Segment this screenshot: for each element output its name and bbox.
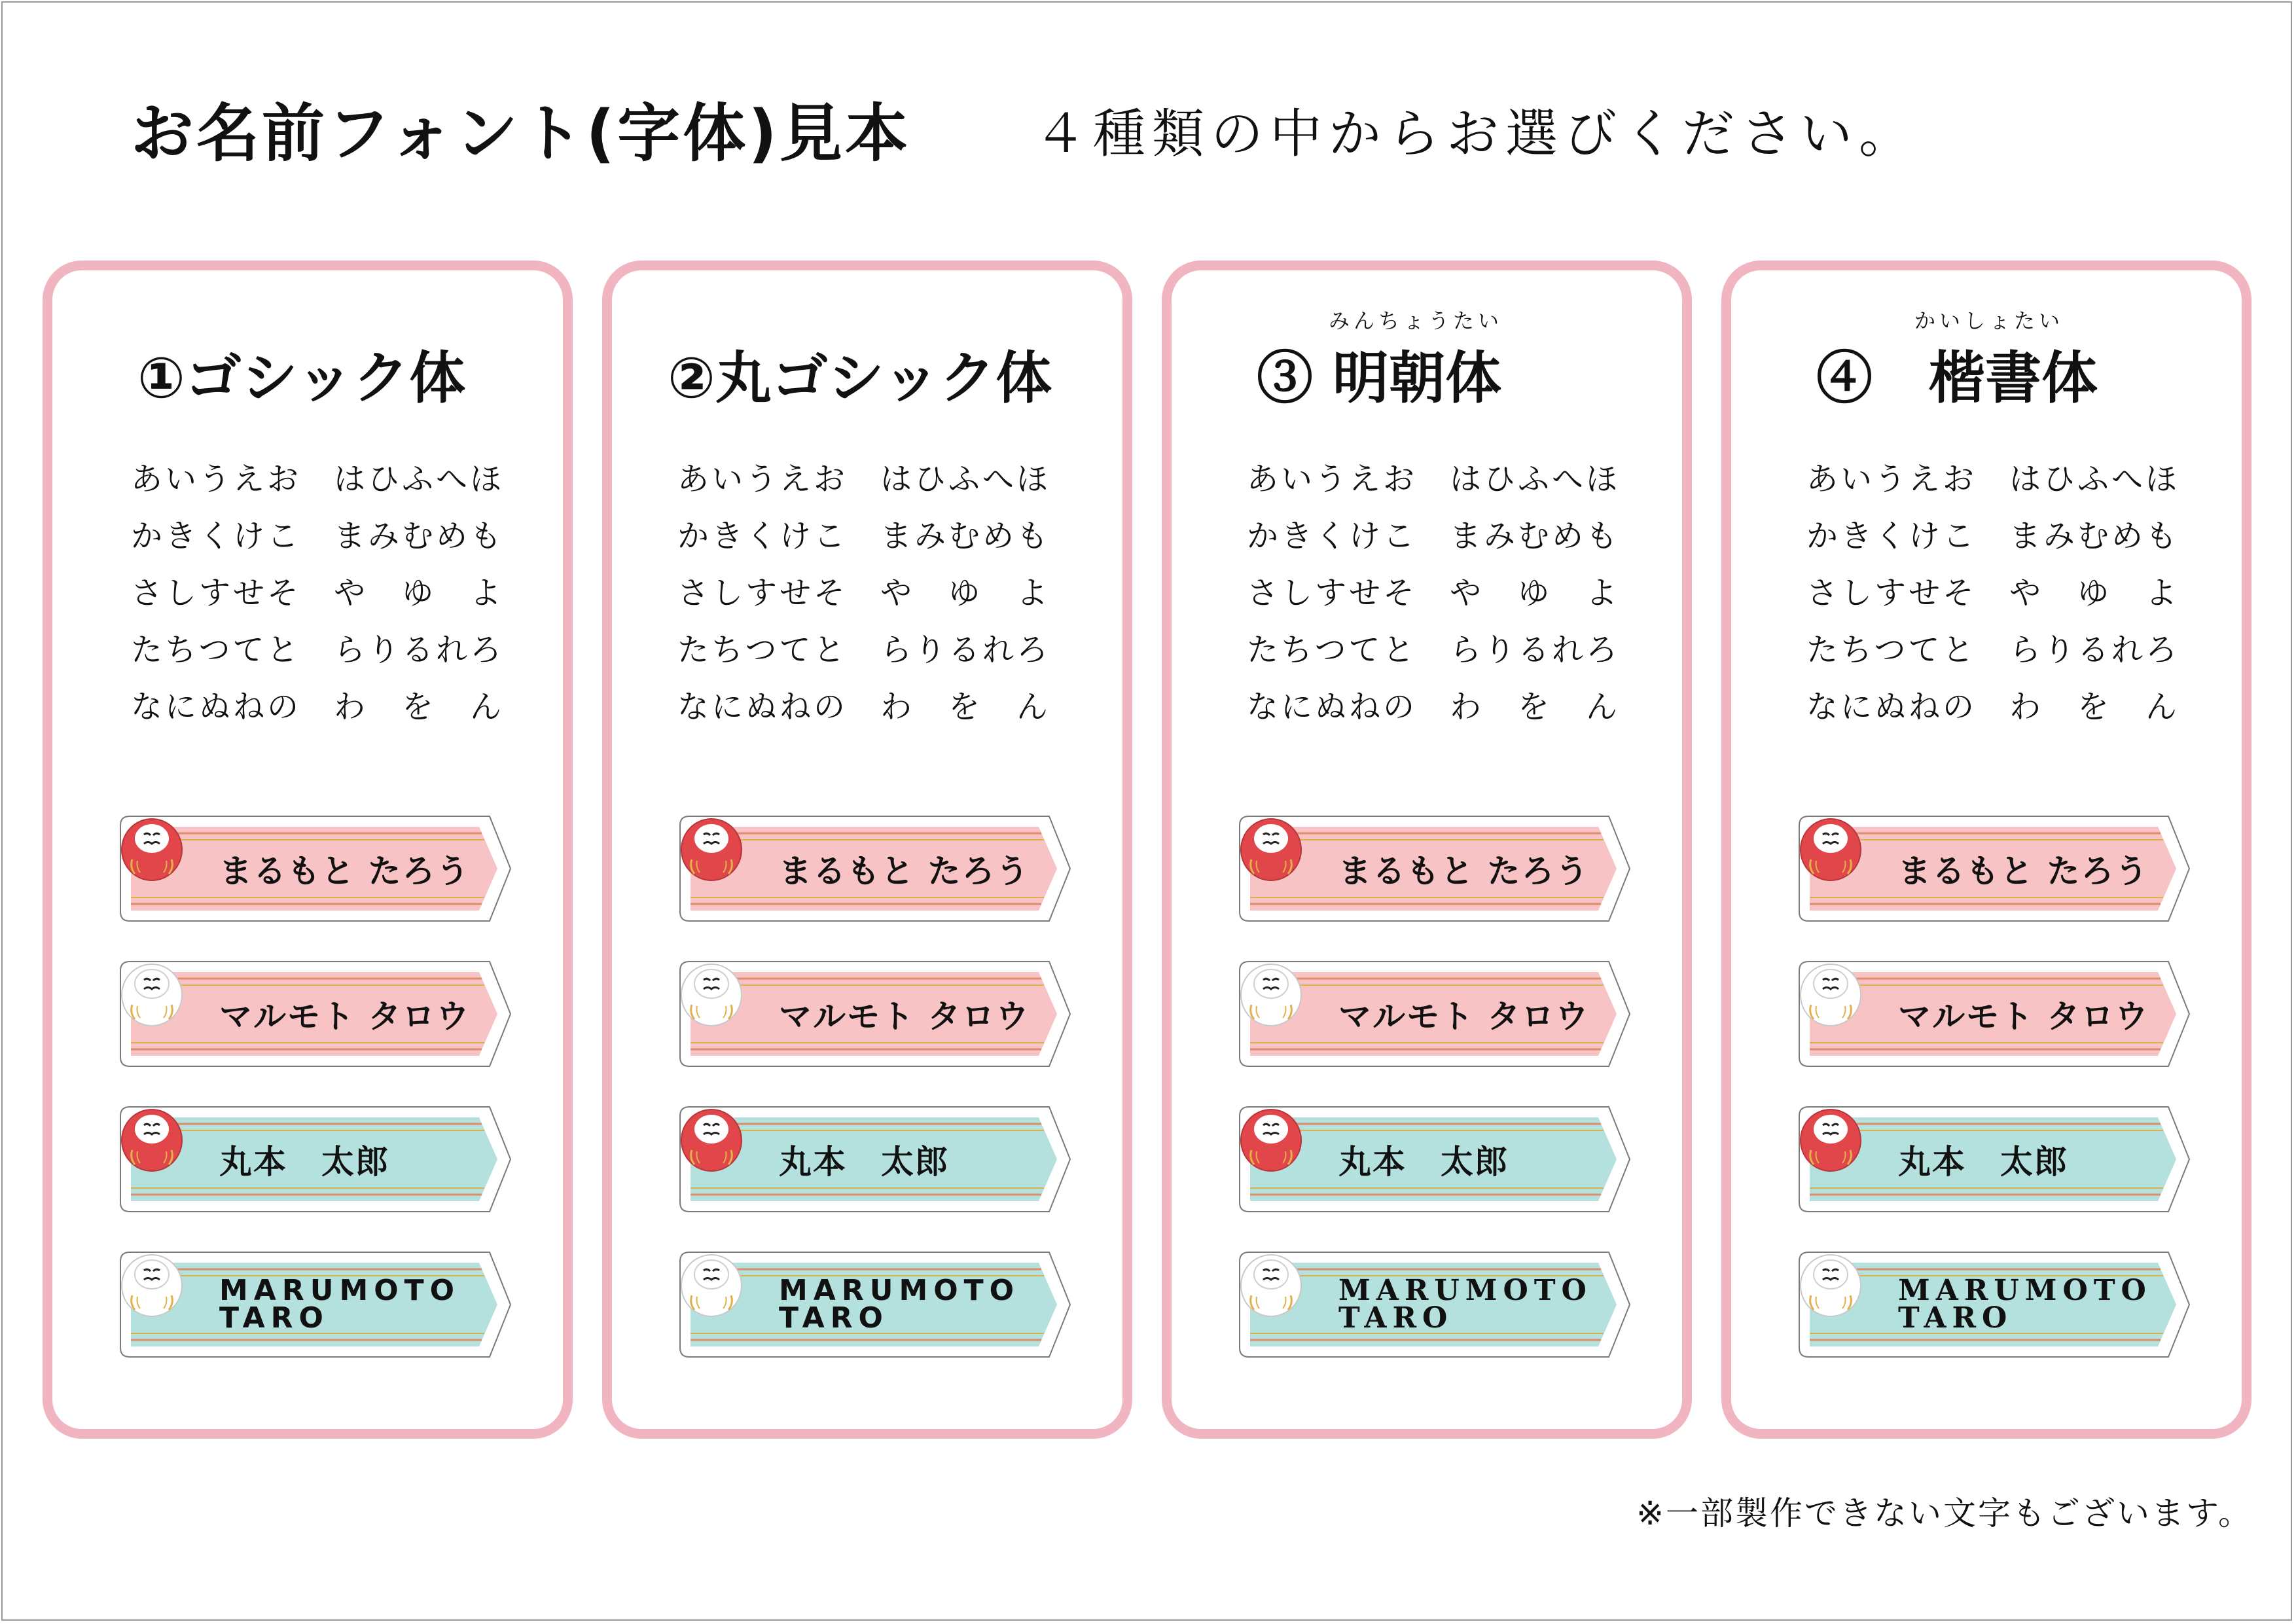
kana-sample-row: や ゆ よ	[1450, 575, 1621, 611]
daruma-icon	[1797, 959, 1865, 1027]
name-sticker	[1237, 959, 1633, 1069]
daruma-icon	[677, 959, 745, 1027]
kana-sample-row: まみむめも	[2009, 518, 2180, 554]
kana-sample-row: や ゆ よ	[880, 575, 1051, 611]
name-sticker	[1797, 814, 2193, 924]
sticker-label: マルモト タロウ	[1898, 997, 2149, 1036]
daruma-icon	[118, 814, 186, 882]
kana-sample-row: らりるれろ	[2009, 632, 2180, 668]
daruma-icon	[1797, 1104, 1865, 1172]
kana-sample-row: たちつてと	[1247, 632, 1417, 668]
name-sticker	[677, 814, 1073, 924]
sticker-label: マルモト タロウ	[219, 998, 471, 1036]
kana-sample-row: はひふへほ	[1450, 461, 1621, 497]
daruma-icon	[118, 1104, 186, 1172]
name-sticker	[1237, 1104, 1633, 1214]
kana-sample-row: なにぬねの	[131, 689, 302, 725]
name-sticker	[118, 1250, 514, 1360]
kana-sample-row: かきくけこ	[1806, 518, 1977, 554]
kana-sample-row: わ を ん	[2009, 689, 2180, 725]
kana-sample-row: なにぬねの	[1247, 689, 1418, 725]
sticker-label: まるもと たろう	[779, 852, 1030, 890]
font-name-heading: ①ゴシック体	[137, 346, 466, 411]
kana-sample-row: はひふへほ	[334, 461, 505, 497]
name-sticker	[1237, 1250, 1633, 1360]
sticker-label: まるもと たろう	[1338, 852, 1590, 890]
kana-sample-row: さしすせそ	[1247, 575, 1418, 611]
sticker-label: まるもと たろう	[1898, 852, 2149, 890]
sticker-label-line-2: TARO	[1898, 1301, 2013, 1335]
sticker-label-line-1: MARUMOTO	[1898, 1274, 2152, 1307]
name-sticker	[1797, 959, 2193, 1069]
name-sticker	[677, 1104, 1073, 1214]
font-sample-card	[1162, 261, 1692, 1439]
kana-sample-row: たちつてと	[131, 632, 301, 668]
kana-sample-row: たちつてと	[677, 632, 848, 668]
sticker-label: 丸本 太郎	[1338, 1142, 1509, 1181]
font-name-heading: ③ 明朝体	[1257, 345, 1501, 411]
sticker-label-line-1: MARUMOTO	[779, 1274, 1020, 1307]
kana-sample-row: わ を ん	[334, 689, 505, 725]
font-name-ruby: みんちょうたい	[1329, 308, 1503, 333]
daruma-icon	[1237, 1250, 1305, 1318]
kana-sample-row: らりるれろ	[334, 632, 505, 668]
font-sample-card	[43, 261, 573, 1439]
sticker-label-line-2: TARO	[779, 1301, 889, 1335]
kana-sample-row: なにぬねの	[677, 689, 848, 725]
kana-sample-row: なにぬねの	[1806, 689, 1977, 725]
sticker-label: マルモト タロウ	[779, 998, 1030, 1036]
font-name-heading: ④ 楷書体	[1816, 345, 2098, 411]
kana-sample-row: らりるれろ	[880, 632, 1051, 668]
name-sticker	[118, 1104, 514, 1214]
name-sticker	[1237, 814, 1633, 924]
sticker-label: まるもと たろう	[219, 852, 471, 890]
sticker-label	[779, 1274, 1020, 1335]
kana-sample-row: はひふへほ	[2009, 461, 2180, 497]
kana-sample-row: さしすせそ	[1806, 575, 1977, 611]
kana-sample-row: らりるれろ	[1450, 632, 1621, 668]
sticker-label: マルモト タロウ	[1338, 997, 1590, 1036]
sticker-label-line-2: TARO	[219, 1301, 329, 1335]
font-sample-card	[602, 261, 1132, 1439]
daruma-icon	[677, 1250, 745, 1318]
page-subtitle: ４種類の中からお選びください。	[1034, 103, 1918, 164]
kana-sample-row: あいうえお	[1806, 461, 1977, 497]
font-name-heading: ②丸ゴシック体	[668, 346, 1052, 411]
sticker-label	[1338, 1274, 1592, 1335]
daruma-icon	[118, 1250, 186, 1318]
name-sticker	[1797, 1104, 2193, 1214]
sticker-label-line-1: MARUMOTO	[1338, 1274, 1592, 1307]
kana-sample-row: はひふへほ	[880, 461, 1051, 497]
kana-sample-row: かきくけこ	[1247, 518, 1418, 554]
page-title: お名前フォント(字体)見本	[131, 97, 910, 170]
kana-sample-row: や ゆ よ	[2009, 575, 2180, 611]
kana-sample-row: あいうえお	[1247, 461, 1418, 497]
daruma-icon	[1797, 1250, 1865, 1318]
daruma-icon	[1797, 814, 1865, 882]
sticker-label: 丸本 太郎	[1898, 1142, 2068, 1181]
daruma-icon	[1237, 814, 1305, 882]
kana-sample-row: わ を ん	[1450, 689, 1621, 725]
footer-note: ※一部製作できない文字もございます。	[1636, 1494, 2253, 1532]
kana-sample-row: わ を ん	[880, 689, 1051, 725]
daruma-icon	[118, 959, 186, 1027]
name-sticker	[1797, 1250, 2193, 1360]
font-name-ruby: かいしょたい	[1914, 308, 2064, 333]
kana-sample-row: まみむめも	[880, 518, 1051, 554]
daruma-icon	[1237, 1104, 1305, 1172]
kana-sample-row: かきくけこ	[677, 518, 848, 554]
sticker-label-line-2: TARO	[1338, 1301, 1454, 1335]
kana-sample-row: さしすせそ	[677, 575, 848, 611]
daruma-icon	[677, 814, 745, 882]
name-sticker	[677, 1250, 1073, 1360]
sticker-label-line-1: MARUMOTO	[219, 1274, 461, 1307]
kana-sample-row: あいうえお	[131, 461, 302, 497]
name-sticker	[118, 814, 514, 924]
font-sample-card	[1721, 261, 2251, 1439]
sticker-label	[219, 1274, 461, 1335]
kana-sample-row: さしすせそ	[131, 575, 302, 611]
kana-sample-row: や ゆ よ	[334, 575, 505, 611]
sticker-label: 丸本 太郎	[779, 1143, 949, 1181]
name-sticker	[677, 959, 1073, 1069]
kana-sample-row: まみむめも	[334, 518, 505, 554]
kana-sample-row: かきくけこ	[131, 518, 302, 554]
sticker-label: 丸本 太郎	[219, 1143, 389, 1181]
sticker-label	[1898, 1274, 2152, 1335]
kana-sample-row: まみむめも	[1450, 518, 1621, 554]
kana-sample-row: あいうえお	[677, 461, 848, 497]
kana-sample-row: たちつてと	[1806, 632, 1977, 668]
name-sticker	[118, 959, 514, 1069]
daruma-icon	[677, 1104, 745, 1172]
daruma-icon	[1237, 959, 1305, 1027]
